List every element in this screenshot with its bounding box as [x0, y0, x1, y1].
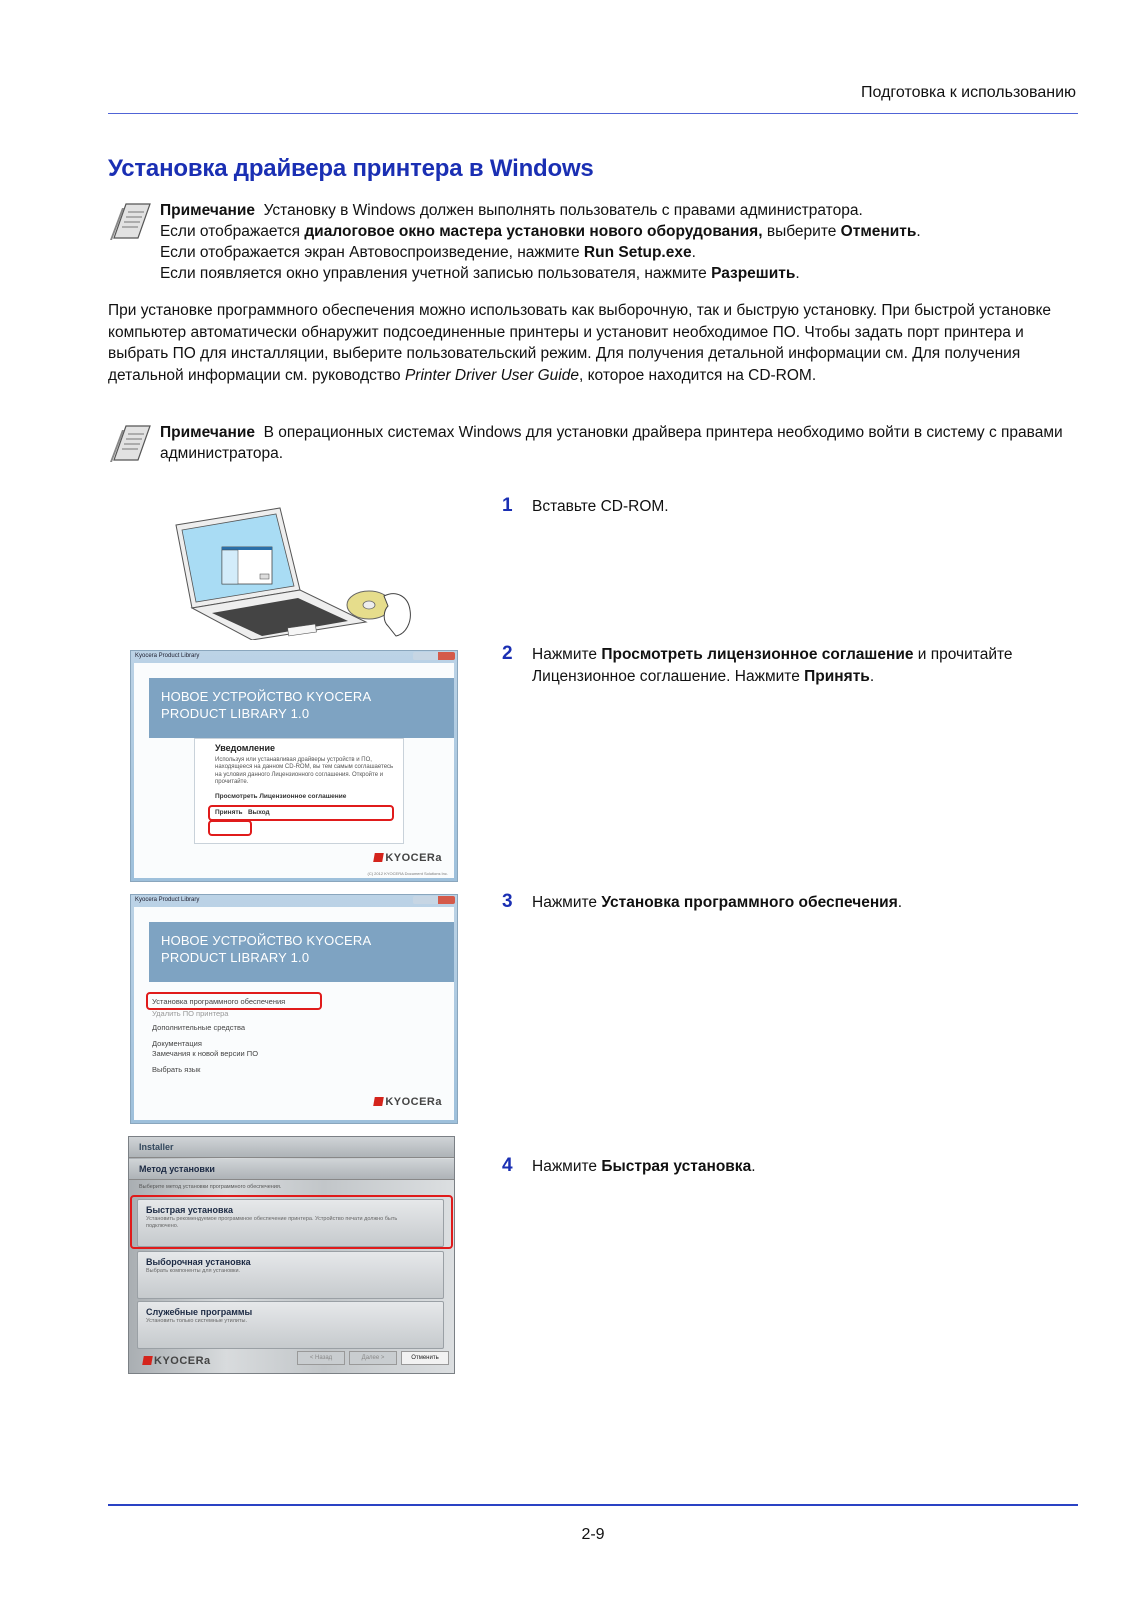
step-text: . [869, 668, 875, 685]
back-button[interactable]: < Назад [297, 1351, 345, 1365]
notice-heading: Уведомление [215, 743, 276, 753]
window-title: Kyocera Product Library [135, 897, 200, 903]
menu-install-software[interactable]: Установка программного обеспечения [152, 997, 286, 1006]
cancel-button[interactable]: Отменить [401, 1351, 449, 1365]
menu-additional-tools[interactable]: Дополнительные средства [152, 1023, 246, 1032]
option-desc: Установить только системные утилиты. [146, 1318, 247, 1324]
step-emphasis: Принять [804, 668, 870, 685]
option-title: Выборочная установка [146, 1257, 251, 1267]
banner-line: НОВОЕ УСТРОЙСТВО KYOCERA [161, 689, 372, 704]
note-text: выберите [762, 223, 841, 240]
option-title: Служебные программы [146, 1307, 253, 1317]
banner-line: PRODUCT LIBRARY 1.0 [161, 950, 310, 965]
menu-select-language[interactable]: Выбрать язык [152, 1065, 201, 1074]
installer-title: Installer [139, 1142, 174, 1152]
kyocera-logo: KYOCERa [374, 852, 442, 864]
note-emphasis: Отменить [840, 223, 917, 240]
paragraph-text: При установке программного обеспечения можно использовать как выборочную, так и быструю установку. При быстрой установке компьютер автоматически обнаружит подсоединенные принтеры и установит необходимое ПО. Чтобы задать порт принтера и выбрать ПО для инсталляции, выберите пользовательский режим. Для получения детальной информации см. Для получения детальной информации см. руководство [108, 302, 1052, 384]
highlight-accept [208, 820, 252, 836]
product-library-license-screenshot [130, 650, 458, 882]
step-2 [502, 644, 1062, 688]
next-button[interactable]: Далее > [349, 1351, 397, 1365]
note-paper-icon [108, 200, 152, 242]
step-4 [502, 1156, 1062, 1178]
banner [149, 922, 454, 982]
note-label: Примечание [160, 202, 255, 219]
paragraph-text: , которое находится на CD-ROM. [578, 366, 817, 384]
step-number: 3 [502, 891, 513, 912]
note-2 [108, 422, 1068, 464]
step-emphasis: Быстрая установка [601, 1158, 752, 1175]
view-license-link[interactable]: Просмотреть Лицензионное соглашение [215, 792, 347, 800]
utilities-option[interactable] [137, 1301, 444, 1349]
kyocera-logo: KYOCERa [374, 1096, 442, 1108]
note-text: Если отображается экран Автовоспроизведение, нажмите [160, 244, 584, 261]
window-title: Kyocera Product Library [135, 653, 200, 659]
step-text: Вставьте CD-ROM. [532, 498, 669, 515]
custom-install-option[interactable] [137, 1251, 444, 1299]
step-text: Нажмите [532, 1158, 602, 1175]
step-number: 4 [502, 1155, 513, 1176]
installer-titlebar [129, 1137, 454, 1158]
note-text: . [691, 244, 696, 261]
note-1 [108, 200, 1068, 284]
step-emphasis: Установка программного обеспечения [601, 894, 898, 911]
note-paper-icon [108, 422, 152, 464]
highlight-view-license [208, 805, 394, 821]
step-text: . [751, 1158, 756, 1175]
menu-release-notes[interactable]: Замечания к новой версии ПО [152, 1049, 259, 1058]
step-text: Нажмите [532, 894, 602, 911]
accept-button[interactable]: Принять [215, 808, 243, 816]
guide-title: Printer Driver User Guide [404, 366, 579, 384]
installer-hint: Выберите метод установки программного обеспечения. [139, 1184, 282, 1190]
running-header: Подготовка к использованию [861, 84, 1076, 101]
header-rule [108, 113, 1078, 114]
note-text: . [916, 223, 921, 240]
step-text: . [897, 894, 903, 911]
page-title: Установка драйвера принтера в Windows [108, 155, 594, 182]
option-desc: Выбрать компоненты для установки. [146, 1268, 241, 1274]
menu-documentation[interactable]: Документация [152, 1039, 202, 1048]
menu-remove-driver[interactable]: Удалить ПО принтера [152, 1009, 229, 1018]
exit-button[interactable]: Выход [247, 808, 270, 816]
banner-line: НОВОЕ УСТРОЙСТВО KYOCERA [161, 933, 372, 948]
step-text: и прочитайте Лицензионное соглашение. Нажмите [532, 646, 1013, 685]
banner-line: PRODUCT LIBRARY 1.0 [161, 706, 310, 721]
note-label: Примечание [160, 424, 255, 441]
notice-body: Используя или устанавливая драйверы устройств и ПО, находящееся на данном CD-ROM, вы тем самым соглашаетесь на условия данного Лицензионного соглашения. Откройте и прочитайте. [215, 756, 394, 786]
kyocera-logo: KYOCERa [143, 1355, 211, 1367]
step-number: 2 [502, 643, 513, 664]
note-emphasis: Run Setup.exe [583, 244, 692, 261]
step-text: Нажмите [532, 646, 602, 663]
option-desc: Установить рекомендуемое программное обеспечение принтера. Устройство печати должно быть подключено. [146, 1216, 398, 1229]
laptop-cd-illustration [170, 500, 450, 640]
option-title: Быстрая установка [146, 1205, 233, 1215]
note-text: Если отображается [160, 223, 305, 240]
step-number: 1 [502, 495, 513, 516]
installer-screenshot [128, 1136, 455, 1374]
note-text: Установку в Windows должен выполнять пользователь с правами администратора. [263, 202, 863, 219]
installer-section: Метод установки [139, 1164, 215, 1174]
banner [149, 678, 454, 738]
copyright: (C) 2012 KYOCERA Document Solutions Inc. [367, 871, 448, 876]
step-3 [502, 892, 1062, 914]
window-controls [413, 652, 455, 660]
highlight-install-software [146, 992, 322, 1010]
step-1 [502, 496, 1062, 518]
page-number: 2-9 [581, 1526, 605, 1543]
note-text: . [795, 265, 800, 282]
window-controls [413, 896, 455, 904]
highlight-express-install [130, 1195, 453, 1249]
product-library-menu-screenshot [130, 894, 458, 1124]
installer-section-bar [129, 1159, 454, 1180]
note-text: В операционных системах Windows для установки драйвера принтера необходимо войти в систему с правами администратора. [160, 424, 1063, 462]
footer-rule [108, 1504, 1078, 1506]
note-emphasis: Разрешить [711, 265, 796, 282]
intro-paragraph [108, 300, 1068, 386]
step-emphasis: Просмотреть лицензионное соглашение [601, 646, 914, 663]
note-text: Если появляется окно управления учетной записью пользователя, нажмите [160, 265, 712, 282]
note-emphasis: диалоговое окно мастера установки нового оборудования, [304, 223, 763, 240]
